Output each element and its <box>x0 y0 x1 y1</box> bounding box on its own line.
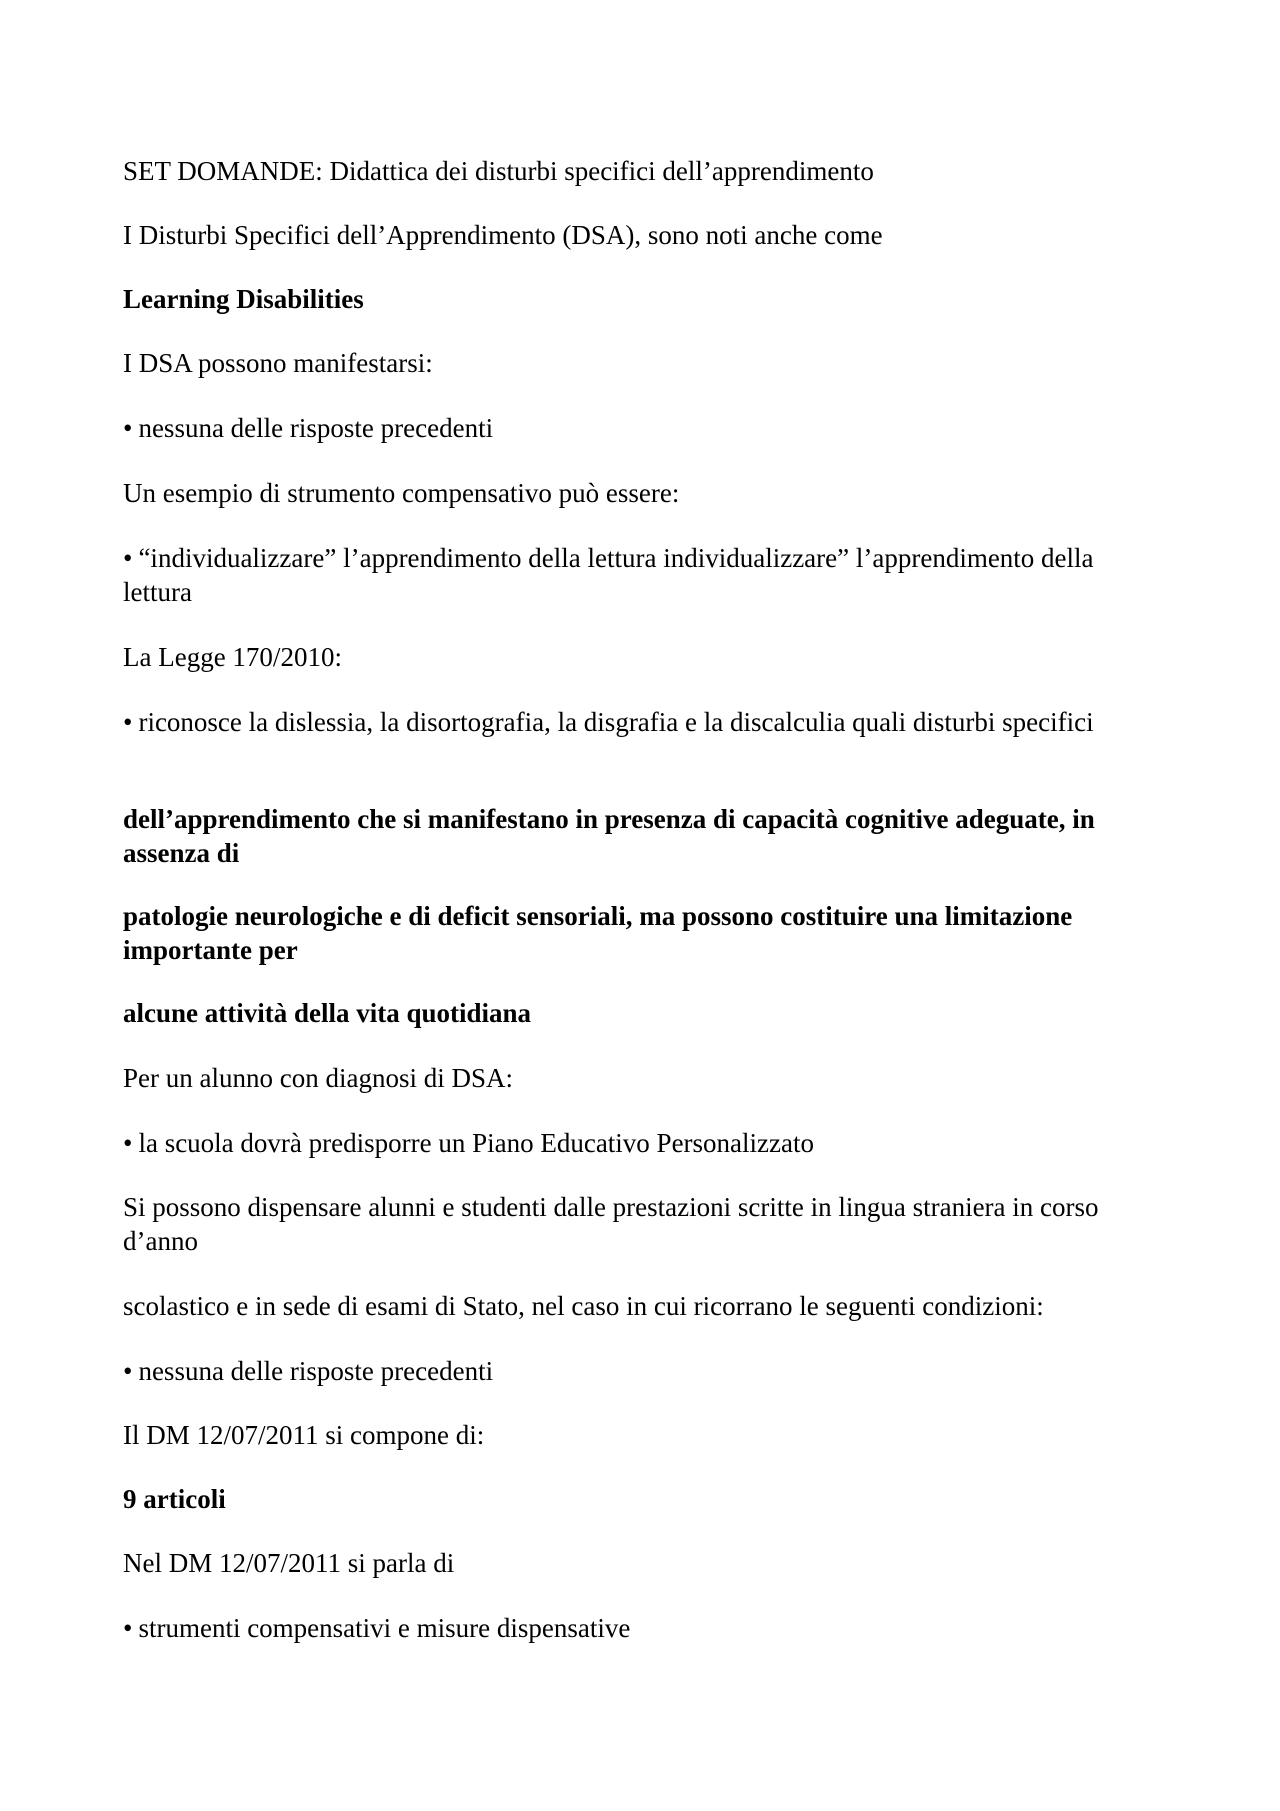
bullet-text: riconosce la dislessia, la disortografia, la disgrafia e la discalculia quali disturbi specifici <box>138 707 1094 737</box>
bullet-item <box>123 1354 1163 1388</box>
bullet-text: strumenti compensativi e misure dispensative <box>138 1613 631 1643</box>
answer-bold: 9 articoli <box>123 1484 226 1514</box>
answer-bold: Learning Disabilities <box>123 284 364 314</box>
paragraph: Un esempio di strumento compensativo può essere: <box>123 478 680 508</box>
bullet-icon: • <box>123 1613 133 1643</box>
document-title: SET DOMANDE: Didattica dei disturbi specifici dell’apprendimento <box>123 156 874 186</box>
paragraph: Il DM 12/07/2011 si compone di: <box>123 1420 485 1450</box>
bullet-text: “individualizzare” l’apprendimento della lettura individualizzare” l’apprendimento della lettura <box>123 543 1094 607</box>
paragraph: I Disturbi Specifici dell’Apprendimento (DSA), sono noti anche come <box>123 220 883 250</box>
answer-bold: patologie neurologiche e di deficit sensoriali, ma possono costituire una limitazione importante per <box>123 901 1073 965</box>
bullet-item <box>123 1611 1163 1645</box>
paragraph: Si possono dispensare alunni e studenti dalle prestazioni scritte in lingua straniera in corso d’anno <box>123 1192 1099 1256</box>
answer-bold: dell’apprendimento che si manifestano in presenza di capacità cognitive adeguate, in assenza di <box>123 804 1095 868</box>
bullet-icon: • <box>123 543 133 573</box>
bullet-text: nessuna delle risposte precedenti <box>138 1356 494 1386</box>
bullet-item <box>123 1126 1163 1160</box>
bullet-item <box>123 541 1163 609</box>
bullet-text: la scuola dovrà predisporre un Piano Educativo Personalizzato <box>138 1128 814 1158</box>
paragraph: Nel DM 12/07/2011 si parla di <box>123 1548 455 1578</box>
paragraph: scolastico e in sede di esami di Stato, nel caso in cui ricorrano le seguenti condizioni: <box>123 1291 1044 1321</box>
bullet-icon: • <box>123 1128 133 1158</box>
bullet-icon: • <box>123 707 133 737</box>
answer-bold: alcune attività della vita quotidiana <box>123 998 532 1028</box>
bullet-item <box>123 411 1163 445</box>
paragraph: I DSA possono manifestarsi: <box>123 348 433 378</box>
paragraph: Per un alunno con diagnosi di DSA: <box>123 1063 513 1093</box>
paragraph: La Legge 170/2010: <box>123 642 342 672</box>
bullet-icon: • <box>123 1356 133 1386</box>
bullet-icon: • <box>123 413 133 443</box>
bullet-text: nessuna delle risposte precedenti <box>138 413 494 443</box>
bullet-item <box>123 705 1163 739</box>
